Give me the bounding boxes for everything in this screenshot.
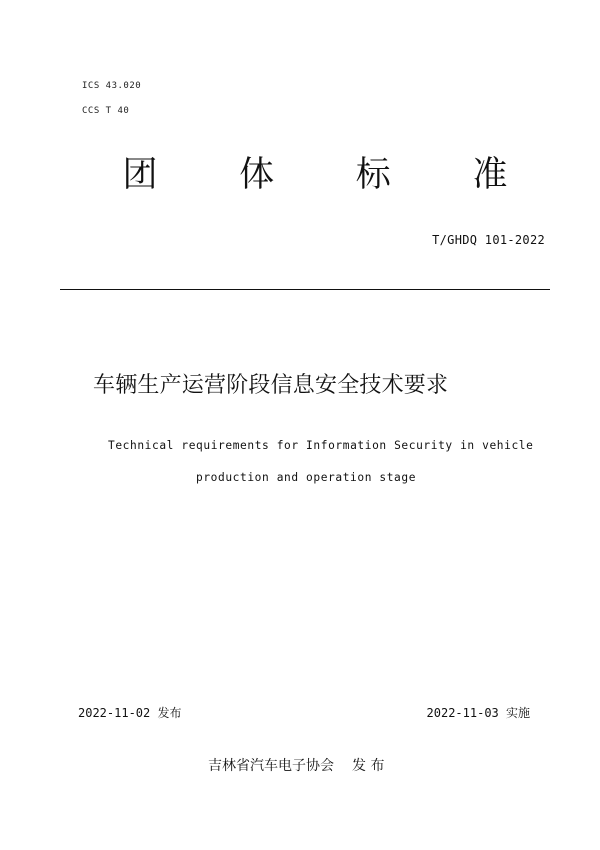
standard-type-char-1: 团 [122, 155, 158, 195]
publisher-name: 吉林省汽车电子协会 [208, 758, 334, 774]
standard-type-heading [120, 153, 510, 197]
publisher-line [208, 755, 384, 775]
english-title-line-2: production and operation stage [196, 471, 417, 484]
standard-type-char-3: 标 [355, 155, 391, 195]
implementation-date: 2022-11-03 实施 [426, 706, 530, 720]
issue-date: 2022-11-02 发布 [78, 706, 182, 720]
standard-type-char-4: 准 [472, 155, 508, 195]
standard-type-char-2: 体 [239, 155, 275, 195]
english-title-line-1: Technical requirements for Information Security in vehicle [108, 439, 534, 452]
publisher-action: 发 布 [352, 758, 385, 774]
chinese-title: 车辆生产运营阶段信息安全技术要求 [93, 373, 449, 398]
standard-number: T/GHDQ 101-2022 [432, 233, 545, 247]
ccs-code: CCS T 40 [82, 106, 130, 116]
ics-code: ICS 43.020 [82, 81, 142, 91]
header-divider [60, 289, 550, 290]
